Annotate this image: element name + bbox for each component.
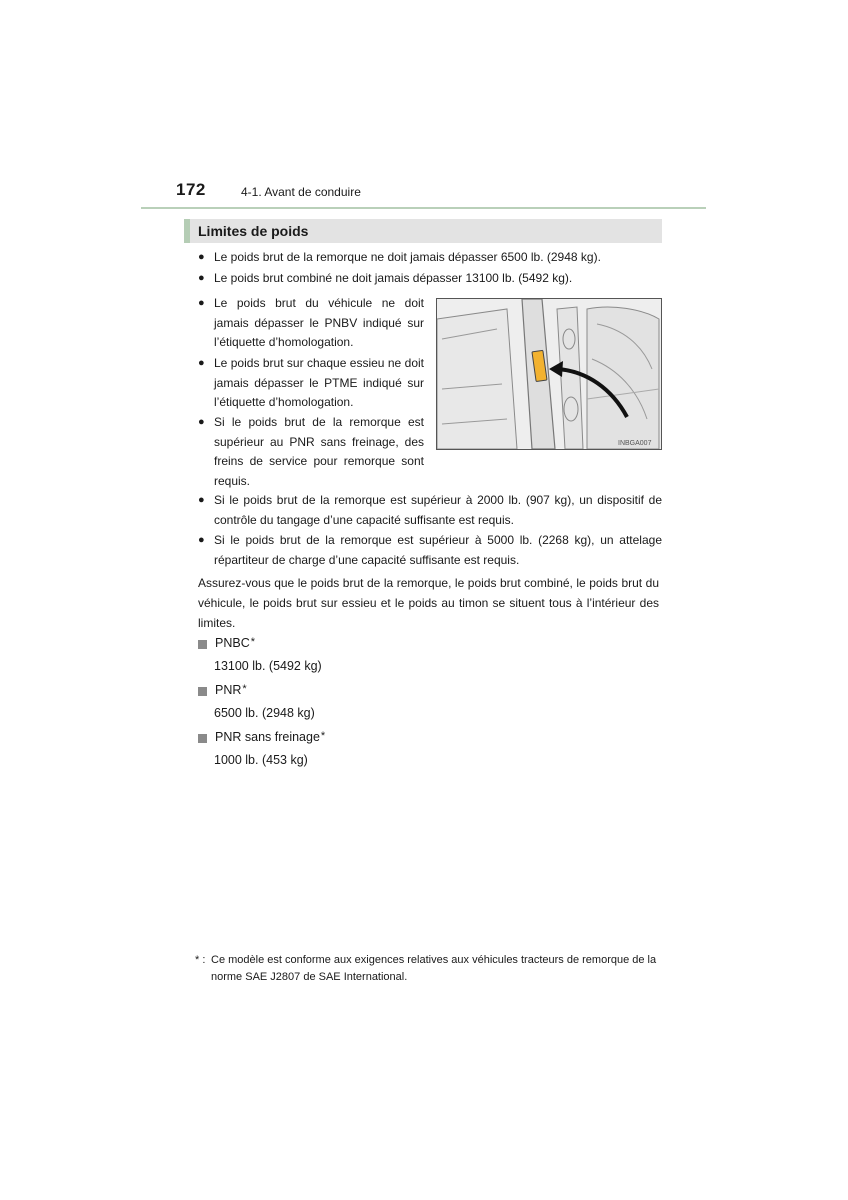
square-bullet-icon	[198, 640, 207, 649]
bullet-item	[198, 491, 662, 530]
square-bullet-icon	[198, 734, 207, 743]
bullet-dot-icon: ●	[198, 534, 205, 546]
spec-heading	[198, 683, 247, 697]
square-bullet-icon	[198, 687, 207, 696]
bullet-dot-icon: ●	[198, 297, 205, 309]
footnote-mark: * :	[195, 954, 206, 966]
spec-label: PNR	[215, 683, 242, 697]
spec-heading	[198, 636, 255, 650]
page-number: 172	[176, 180, 206, 199]
bullet-item	[198, 269, 662, 289]
bullet-item	[198, 413, 424, 491]
bullet-text: Si le poids brut de la remorque est supérieur à 2000 lb. (907 kg), un dispositif de contrôle du tangage d’une capacité suffisante est requis.	[214, 493, 662, 527]
bullet-dot-icon: ●	[198, 357, 205, 369]
bullet-item	[198, 294, 424, 353]
bullet-text: Si le poids brut de la remorque est supérieur à 5000 lb. (2268 kg), un attelage répartiteur de charge d’une capacité suffisante est requis.	[214, 533, 662, 567]
spec-value: 6500 lb. (2948 kg)	[214, 706, 315, 720]
spec-value: 13100 lb. (5492 kg)	[214, 659, 322, 673]
bullet-item	[198, 248, 662, 268]
bullet-text: Le poids brut de la remorque ne doit jamais dépasser 6500 lb. (2948 kg).	[214, 250, 601, 264]
bullet-item	[198, 531, 662, 570]
header-divider	[141, 207, 706, 209]
footnote-text: Ce modèle est conforme aux exigences relatives aux véhicules tracteurs de remorque de la norme SAE J2807 de SAE International.	[211, 954, 657, 983]
limits-paragraph: Assurez-vous que le poids brut de la remorque, le poids brut combiné, le poids brut du véhicule, le poids brut sur essieu et le poids au timon se situent tous à l’intérieur des limites.	[198, 576, 659, 630]
spec-heading	[198, 730, 325, 744]
spec-label: PNR sans freinage	[215, 730, 320, 744]
bullet-text: Le poids brut combiné ne doit jamais dépasser 13100 lb. (5492 kg).	[214, 271, 573, 285]
bullet-dot-icon: ●	[198, 494, 205, 506]
asterisk-mark: *	[320, 730, 326, 742]
bullet-dot-icon: ●	[198, 272, 205, 284]
bullet-dot-icon: ●	[198, 251, 205, 263]
door-pillar-label-figure	[436, 298, 662, 450]
spec-value: 1000 lb. (453 kg)	[214, 753, 308, 767]
bullet-text: Le poids brut sur chaque essieu ne doit jamais dépasser le PTME indiqué sur l’étiquette d’homologation.	[214, 356, 424, 409]
footnote	[195, 952, 661, 986]
figure-code: INBGA007	[618, 440, 652, 447]
bullet-text: Le poids brut du véhicule ne doit jamais dépasser le PNBV indiqué sur l’étiquette d’homologation.	[214, 296, 424, 349]
bullet-text: Si le poids brut de la remorque est supérieur au PNR sans freinage, des freins de service pour remorque sont requis.	[214, 415, 424, 488]
bullet-item	[198, 354, 424, 413]
asterisk-mark: *	[250, 636, 256, 648]
spec-label: PNBC	[215, 636, 250, 650]
door-pillar-illustration	[437, 299, 661, 449]
bullet-dot-icon: ●	[198, 416, 205, 428]
chapter-title: 4-1. Avant de conduire	[241, 185, 361, 199]
section-title: Limites de poids	[184, 219, 662, 243]
asterisk-mark: *	[242, 683, 247, 695]
